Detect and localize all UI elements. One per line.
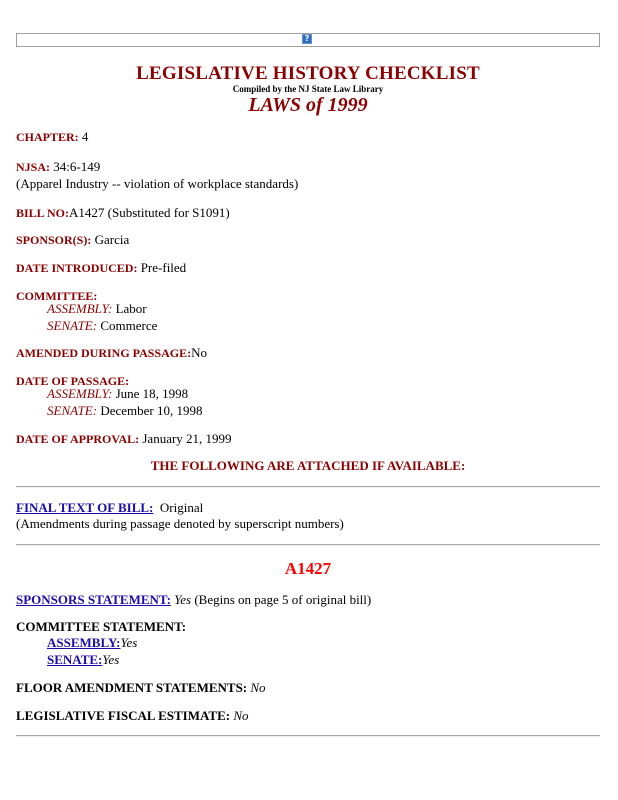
chapter-row <box>16 129 88 145</box>
date-introduced-label: DATE INTRODUCED: <box>16 261 138 275</box>
sponsors-statement-value: Yes <box>174 592 192 607</box>
committee-label: COMMITTEE: <box>16 289 98 303</box>
passage-senate-value: December 10, 1998 <box>100 403 203 418</box>
bill-no-row <box>16 205 230 221</box>
bill-no-label: BILL NO: <box>16 206 70 220</box>
passage-assembly-value: June 18, 1998 <box>115 386 189 401</box>
date-of-approval-value: January 21, 1999 <box>142 431 232 446</box>
sponsors-label: SPONSOR(S): <box>16 233 92 247</box>
broken-image-icon: ? <box>302 34 312 44</box>
committee-assembly-value: Labor <box>115 301 147 316</box>
bill-no-value: A1427 (Substituted for S1091) <box>69 205 230 220</box>
divider-2 <box>16 544 600 546</box>
passage-senate-label: SENATE: <box>47 403 98 418</box>
floor-amendment-label: FLOOR AMENDMENT STATEMENTS: <box>16 680 248 695</box>
date-of-approval-row <box>16 431 232 447</box>
chapter-value: 4 <box>81 129 89 144</box>
sponsors-value: Garcia <box>94 232 130 247</box>
fiscal-estimate-row <box>16 708 249 724</box>
committee-statement-assembly-value: Yes <box>120 635 138 650</box>
final-text-row <box>16 500 203 516</box>
divider-1 <box>16 486 600 488</box>
committee-statement-assembly-link[interactable]: ASSEMBLY: <box>47 635 121 650</box>
attached-heading: THE FOLLOWING ARE ATTACHED IF AVAILABLE: <box>150 458 466 473</box>
committee-assembly-label: ASSEMBLY: <box>47 301 113 316</box>
passage-assembly-row <box>47 386 188 402</box>
njsa-description: (Apparel Industry -- violation of workplace standards) <box>16 176 299 191</box>
sponsors-row <box>16 232 129 248</box>
bill-heading: A1427 <box>284 559 332 578</box>
floor-amendment-value: No <box>250 680 266 695</box>
final-text-value: Original <box>159 500 204 515</box>
committee-senate-value: Commerce <box>100 318 158 333</box>
date-introduced-value: Pre-filed <box>140 260 187 275</box>
committee-statement-senate-row <box>47 652 119 668</box>
divider-3 <box>16 735 600 737</box>
date-of-approval-label: DATE OF APPROVAL: <box>16 432 140 446</box>
committee-assembly-row <box>47 301 147 317</box>
chapter-label: CHAPTER: <box>16 130 79 144</box>
amended-label: AMENDED DURING PASSAGE: <box>16 346 192 360</box>
committee-statement-senate-link[interactable]: SENATE: <box>47 652 103 667</box>
fiscal-estimate-label: LEGISLATIVE FISCAL ESTIMATE: <box>16 708 231 723</box>
committee-senate-label: SENATE: <box>47 318 98 333</box>
committee-senate-row <box>47 318 157 334</box>
passage-senate-row <box>47 403 203 419</box>
committee-statement-assembly-row <box>47 635 137 651</box>
date-of-passage-label: DATE OF PASSAGE: <box>16 374 130 388</box>
date-introduced-row <box>16 260 186 276</box>
njsa-row <box>16 159 100 175</box>
sponsors-statement-row <box>16 592 371 608</box>
amended-row <box>16 345 207 361</box>
laws-year: LAWS of 1999 <box>248 94 368 116</box>
amended-value: No <box>191 345 208 360</box>
final-text-note: (Amendments during passage denoted by superscript numbers) <box>16 516 344 531</box>
njsa-value: 34:6-149 <box>53 159 101 174</box>
floor-amendment-row <box>16 680 266 696</box>
committee-statement-senate-value: Yes <box>102 652 120 667</box>
passage-assembly-label: ASSEMBLY: <box>47 386 113 401</box>
njsa-label: NJSA: <box>16 160 51 174</box>
fiscal-estimate-value: No <box>233 708 249 723</box>
sponsors-statement-note: (Begins on page 5 of original bill) <box>194 592 372 607</box>
sponsors-statement-link[interactable]: SPONSORS STATEMENT: <box>16 592 171 607</box>
committee-statement-label: COMMITTEE STATEMENT: <box>16 619 187 634</box>
page-title: LEGISLATIVE HISTORY CHECKLIST <box>136 63 480 84</box>
compiled-by: Compiled by the NJ State Law Library <box>232 84 384 94</box>
final-text-link[interactable]: FINAL TEXT OF BILL: <box>16 500 154 515</box>
